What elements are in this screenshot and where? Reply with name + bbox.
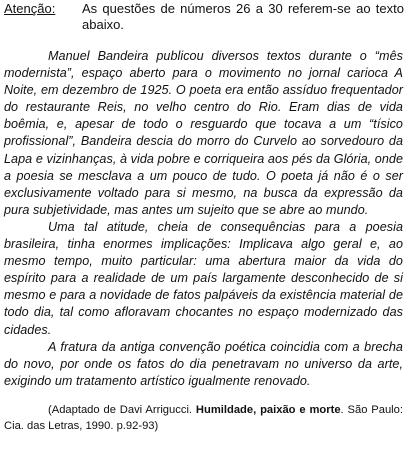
reading-passage	[4, 48, 403, 390]
citation-book-title: Humildade, paixão e morte	[195, 404, 341, 416]
attention-text: As questões de números 26 a 30 referem-se ao texto abaixo.	[82, 1, 404, 32]
citation-prefix: (Adaptado de Davi Arrigucci.	[48, 404, 193, 416]
passage-paragraph-3: A fratura da antiga convenção poética coincidia com a brecha do novo, por onde os fatos do dia penetravam no universo da arte, exigindo um tratamento artístico igualmente renovado.	[4, 339, 403, 388]
attention-label: Atenção:	[4, 1, 56, 16]
passage-paragraph-2: Uma tal atitude, cheia de consequências para a poesia brasileira, tinha enormes implicações: Implicava algo geral e, ao mesmo tempo, muito particular: uma abertura maior da vida do espírito para a realidade de um país largamente desconhecido de si mesmo e para a novidade de fatos palpáveis da existência material de todo dia, tal como afloravam chocantes no espaço modernizado das cidades.	[4, 219, 403, 337]
citation-suffix: . São Paulo: Cia. das Letras, 1990. p.92-93)	[4, 404, 404, 432]
source-citation	[4, 402, 403, 434]
passage-paragraph-1: Manuel Bandeira publicou diversos textos durante o “mês modernista”, espaço aberto para o movimento no jornal carioca A Noite, em dezembro de 1925. O poeta era então assíduo frequentador do restaurante Reis, no velho centro do Rio. Eram dias de vida boêmia, e, apesar de todo o resguardo que tocava a um “tísico profissional”, Bandeira descia do morro do Curvelo ao sorvedouro da Lapa e vizinhanças, à vida pobre e corriqueira aos pés da Glória, onde a poesia se mesclava a um pouco de tudo. O poeta já não é o ser exclusivamente voltado para si mesmo, na busca da expressão da pura subjetividade, mas antes um sujeito que se abre ao mundo.	[4, 49, 403, 217]
